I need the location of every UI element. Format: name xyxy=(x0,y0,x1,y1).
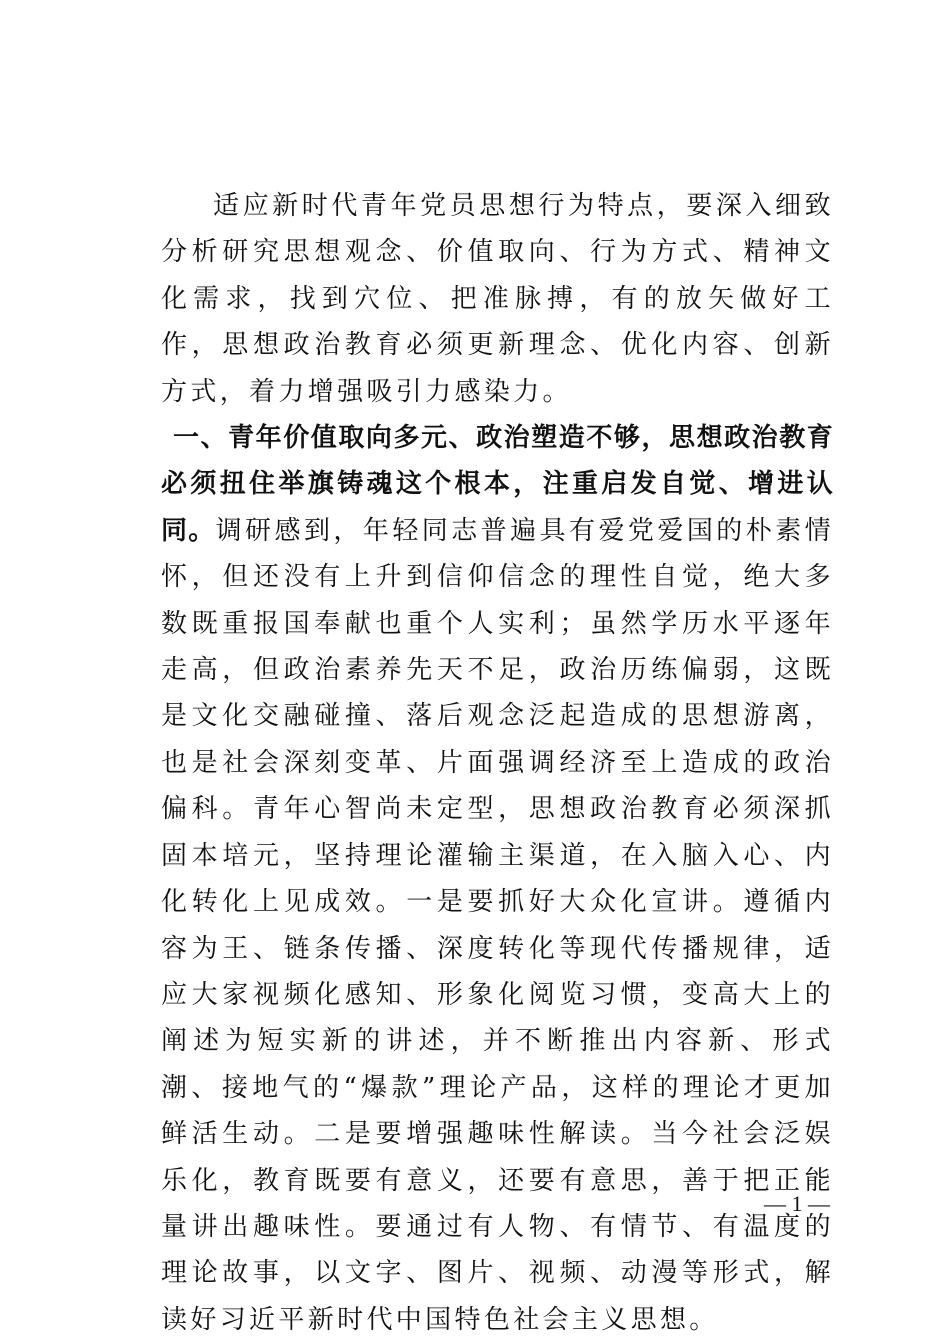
document-body xyxy=(161,183,834,1343)
section-one-heading: 一、青年价值取向多元、政治塑造不够，思想政治教育必须扭住举旗铸魂这个根本，注重启发自觉、增进认同。 xyxy=(161,423,834,546)
page-number: — 1 — xyxy=(764,1191,830,1216)
intro-paragraph xyxy=(161,183,834,415)
intro-paragraph-text: 适应新时代青年党员思想行为特点，要深入细致分析研究思想观念、价值取向、行为方式、精神文化需求，找到穴位、把准脉搏，有的放矢做好工作，思想政治教育必须更新理念、优化内容、创新方式，着力增强吸引力感染力。 xyxy=(161,191,834,407)
section-one-text: 调研感到，年轻同志普遍具有爱党爱国的朴素情怀，但还没有上升到信仰信念的理性自觉，绝大多数既重报国奉献也重个人实利；虽然学历水平逐年走高，但政治素养先天不足，政治历练偏弱，这既是文化交融碰撞、落后观念泛起造成的思想游离，也是社会深刻变革、片面强调经济至上造成的政治偏科。青年心智尚未定型，思想政治教育必须深抓固本培元，坚持理论灌输主渠道，在入脑入心、内化转化上见成效。一是要抓好大众化宣讲。遵循内容为王、链条传播、深度转化等现代传播规律，适应大家视频化感知、形象化阅览习惯，变高大上的阐述为短实新的讲述，并不断推出内容新、形式潮、接地气的“爆款”理论产品，这样的理论才更加鲜活生动。二是要增强趣味性解读。当今社会泛娱乐化，教育既要有意义，还要有意思，善于把正能量讲出趣味性。要通过有人物、有情节、有温度的理论故事，以文字、图片、视频、动漫等形式，解读好习近平新时代中国特色社会主义思想。 xyxy=(161,515,834,1335)
